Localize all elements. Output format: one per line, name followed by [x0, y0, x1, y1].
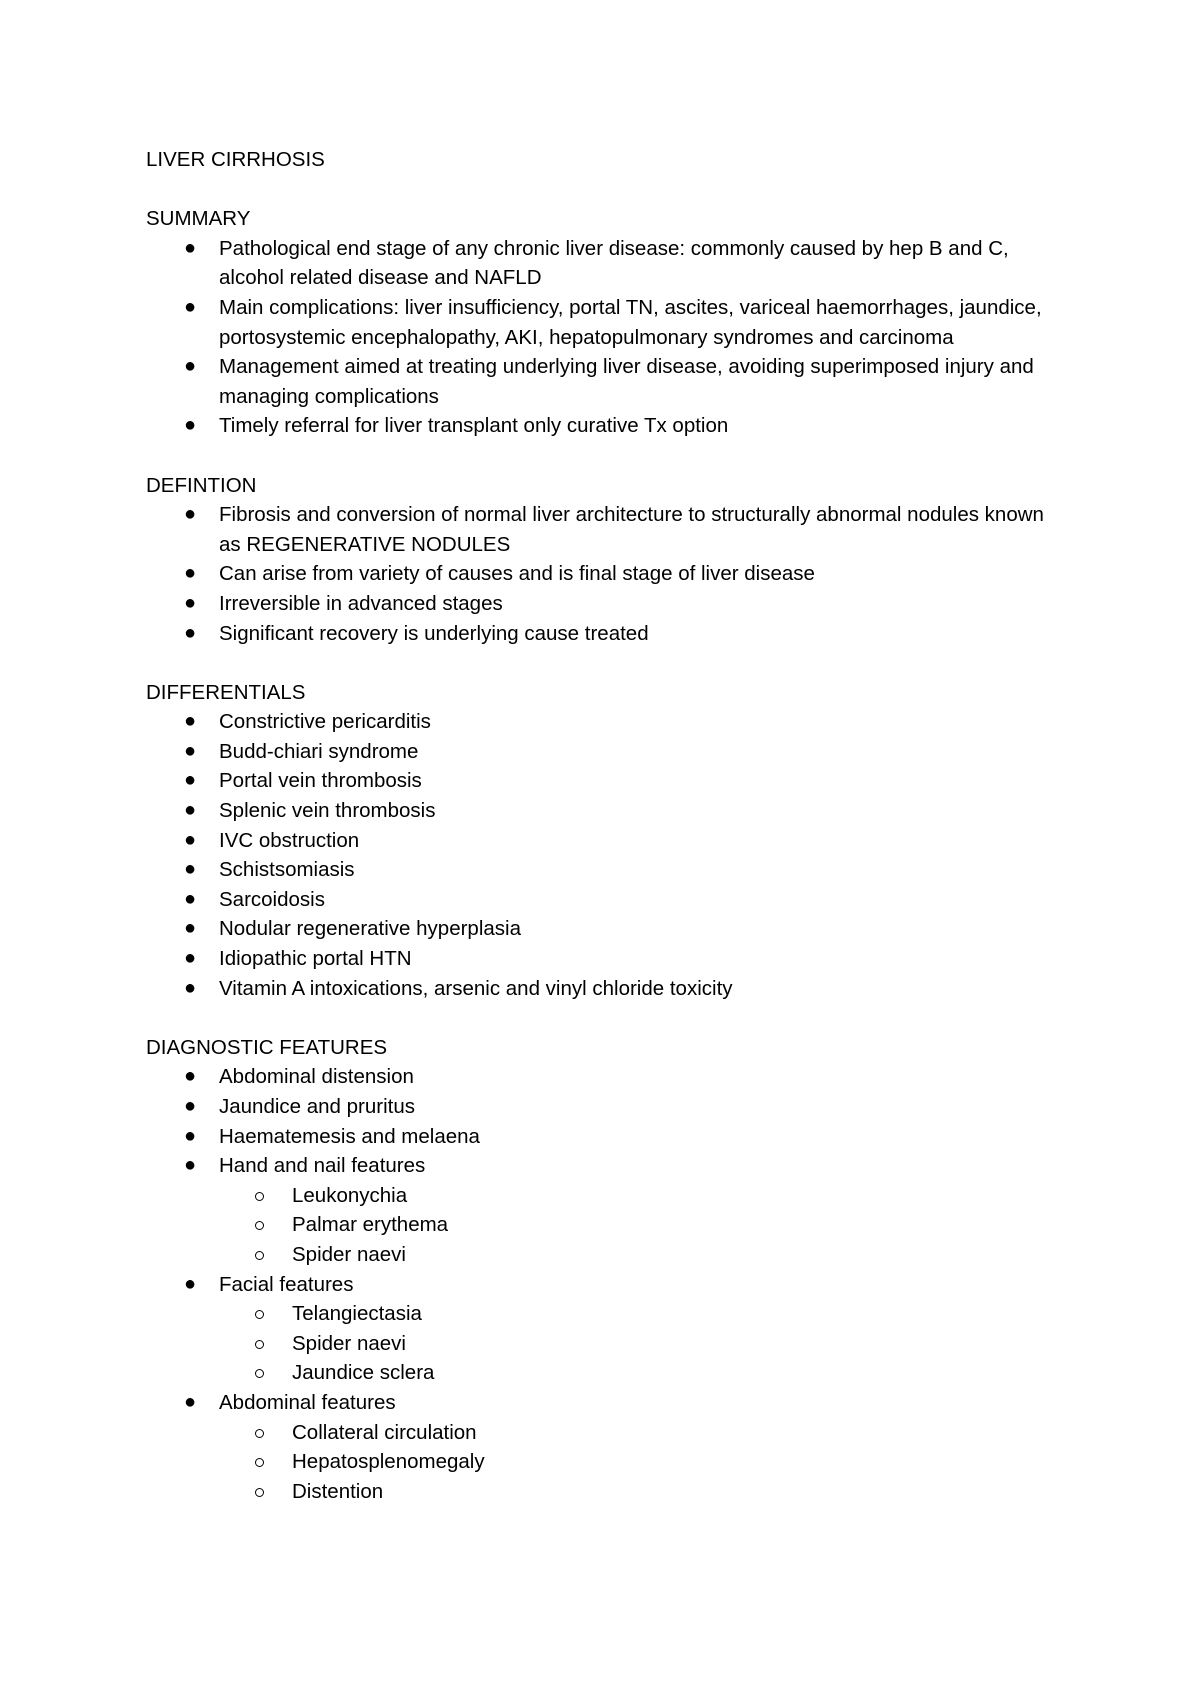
list-item [146, 796, 1066, 826]
facial-features-sublist [219, 1299, 1066, 1388]
sub-list-item [219, 1418, 1066, 1448]
bullet-icon: ● [184, 828, 197, 851]
bullet-icon: ● [184, 414, 197, 437]
sub-list-item [219, 1477, 1066, 1507]
list-item [146, 234, 1066, 293]
list-item-text: Can arise from variety of causes and is final stage of liver disease [219, 562, 815, 586]
list-item-text: Facial features [219, 1272, 354, 1296]
bullet-icon: ● [184, 295, 197, 318]
list-item [146, 885, 1066, 915]
bullet-icon: ● [184, 1272, 197, 1295]
list-item [146, 855, 1066, 885]
circle-bullet-icon [255, 1458, 264, 1467]
bullet-icon: ● [184, 799, 197, 822]
list-item [146, 1092, 1066, 1122]
differentials-section [146, 678, 1066, 1004]
sub-list-item-text: Collateral circulation [292, 1420, 477, 1444]
definition-list [146, 500, 1066, 648]
list-item-hand-features [146, 1151, 1066, 1269]
list-item [146, 559, 1066, 589]
document-title: LIVER CIRRHOSIS [146, 148, 325, 171]
sub-list-item [219, 1329, 1066, 1359]
sub-list-item-text: Distention [292, 1479, 384, 1503]
sub-list-item [219, 1181, 1066, 1211]
list-item [146, 500, 1066, 559]
bullet-icon: ● [184, 503, 197, 526]
list-item-text: Vitamin A intoxications, arsenic and vinyl chloride toxicity [219, 976, 733, 1000]
bullet-icon: ● [184, 947, 197, 970]
summary-heading: SUMMARY [146, 207, 251, 231]
bullet-icon: ● [184, 1390, 197, 1413]
definition-section [146, 471, 1066, 649]
list-item [146, 411, 1066, 441]
list-item-abdominal-features [146, 1388, 1066, 1506]
bullet-icon: ● [184, 887, 197, 910]
list-item-text: Timely referral for liver transplant only curative Tx option [219, 414, 729, 438]
list-item [146, 974, 1066, 1004]
sub-list-item [219, 1447, 1066, 1477]
sub-list-item [219, 1299, 1066, 1329]
list-item-text: Sarcoidosis [219, 887, 325, 911]
sub-list-item [219, 1210, 1066, 1240]
circle-bullet-icon [255, 1192, 264, 1201]
bullet-icon: ● [184, 1095, 197, 1117]
bullet-icon: ● [184, 562, 197, 585]
bullet-icon: ● [184, 621, 197, 644]
definition-heading: DEFINTION [146, 473, 257, 497]
bullet-icon: ● [184, 1154, 197, 1177]
circle-bullet-icon [255, 1340, 264, 1349]
circle-bullet-icon [255, 1488, 264, 1497]
circle-bullet-icon [255, 1310, 264, 1319]
sub-list-item-text: Telangiectasia [292, 1302, 422, 1326]
list-item [146, 589, 1066, 619]
bullet-icon: ● [184, 1124, 197, 1147]
list-item [146, 707, 1066, 737]
bullet-icon: ● [184, 769, 197, 792]
list-item-text: Jaundice and pruritus [219, 1095, 416, 1118]
list-item [146, 826, 1066, 856]
diagnostic-list [146, 1062, 1066, 1506]
list-item-text: Haematemesis and melaena [219, 1124, 480, 1148]
sub-list-item-text: Leukonychia [292, 1183, 408, 1207]
list-item-text: Irreversible in advanced stages [219, 591, 503, 615]
sub-list-item-text: Spider naevi [292, 1331, 406, 1355]
list-item [146, 766, 1066, 796]
sub-list-item-text: Palmar erythema [292, 1213, 449, 1237]
list-item [146, 1062, 1066, 1092]
circle-bullet-icon [255, 1369, 264, 1378]
circle-bullet-icon [255, 1251, 264, 1260]
list-item-text: Budd-chiari syndrome [219, 739, 419, 763]
list-item-text: Nodular regenerative hyperplasia [219, 917, 521, 941]
list-item-text: Management aimed at treating underlying liver disease, avoiding superimposed injury and managing complications [219, 355, 1034, 408]
list-item-text: Abdominal distension [219, 1065, 414, 1089]
list-item-facial-features [146, 1270, 1066, 1388]
summary-list [146, 234, 1066, 441]
list-item [146, 914, 1066, 944]
bullet-icon: ● [184, 739, 197, 762]
list-item-text: Constrictive pericarditis [219, 710, 431, 734]
list-item [146, 1122, 1066, 1152]
bullet-icon: ● [184, 1065, 197, 1088]
abdominal-features-sublist [219, 1418, 1066, 1507]
document-body [146, 145, 1066, 1536]
differentials-heading: DIFFERENTIALS [146, 680, 306, 704]
list-item-text: Significant recovery is underlying cause treated [219, 621, 649, 645]
list-item-text: Pathological end stage of any chronic liver disease: commonly caused by hep B and C, alcohol related disease and NAFLD [219, 236, 1009, 290]
list-item-text: Hand and nail features [219, 1154, 426, 1178]
list-item-text: Fibrosis and conversion of normal liver architecture to structurally abnormal nodules known as REGENERATIVE NODULES [219, 503, 1044, 556]
list-item [146, 619, 1066, 649]
bullet-icon: ● [184, 355, 197, 378]
diagnostic-section [146, 1033, 1066, 1507]
list-item-text: Schistsomiasis [219, 858, 355, 882]
differentials-list [146, 707, 1066, 1003]
circle-bullet-icon [255, 1429, 264, 1438]
circle-bullet-icon [255, 1221, 264, 1230]
list-item-text: Portal vein thrombosis [219, 769, 422, 793]
bullet-icon: ● [184, 976, 197, 999]
list-item-text: Abdominal features [219, 1390, 396, 1414]
bullet-icon: ● [184, 591, 197, 614]
sub-list-item [219, 1358, 1066, 1388]
sub-list-item [219, 1240, 1066, 1270]
list-item [146, 293, 1066, 352]
summary-section [146, 204, 1066, 441]
list-item-text: Main complications: liver insufficiency, portal TN, ascites, variceal haemorrhages, jaundice, portosystemic encephalopathy, AKI, hepatopulmonary syndromes and carcinoma [219, 295, 1042, 349]
list-item-text: Splenic vein thrombosis [219, 799, 436, 823]
bullet-icon: ● [184, 710, 197, 733]
list-item [146, 352, 1066, 411]
list-item-text: IVC obstruction [219, 828, 360, 852]
sub-list-item-text: Hepatosplenomegaly [292, 1450, 485, 1474]
list-item [146, 944, 1066, 974]
bullet-icon: ● [184, 917, 197, 940]
bullet-icon: ● [184, 858, 197, 881]
diagnostic-heading: DIAGNOSTIC FEATURES [146, 1035, 388, 1059]
sub-list-item-text: Jaundice sclera [292, 1361, 435, 1385]
hand-features-sublist [219, 1181, 1066, 1270]
list-item-text: Idiopathic portal HTN [219, 947, 412, 971]
bullet-icon: ● [184, 236, 197, 259]
sub-list-item-text: Spider naevi [292, 1242, 406, 1266]
list-item [146, 737, 1066, 767]
